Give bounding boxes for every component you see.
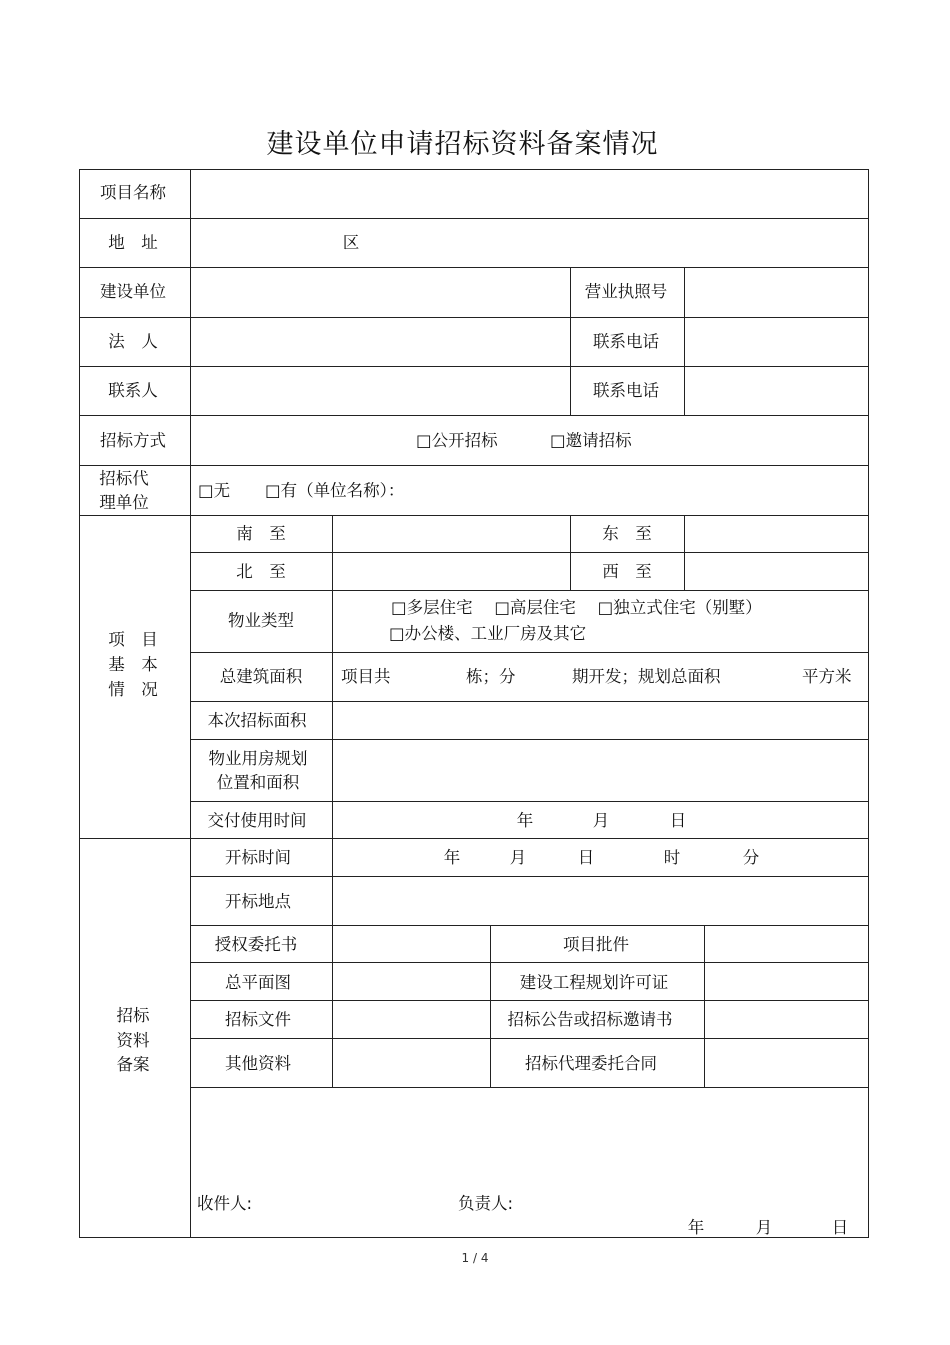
label-license-no: 营业执照号 xyxy=(584,282,668,301)
label-west: 西 至 xyxy=(602,562,652,581)
col-divider xyxy=(332,515,333,839)
label-bid-area: 本次招标面积 xyxy=(207,711,307,730)
checkbox-invited-bid[interactable]: □邀请招标 xyxy=(550,431,632,450)
row-divider xyxy=(79,267,869,268)
delivery-date: 年 xyxy=(516,811,534,830)
col-divider xyxy=(490,925,491,1088)
table-border xyxy=(868,169,869,1238)
filing-date: 月 xyxy=(755,1218,773,1237)
label-north: 北 至 xyxy=(236,562,286,581)
col-divider xyxy=(190,169,191,1238)
label-total-area: 总建筑面积 xyxy=(219,667,303,686)
label-phone: 联系电话 xyxy=(593,332,659,351)
label-bid-notice: 招标公告或招标邀请书 xyxy=(507,1010,673,1029)
row-divider xyxy=(190,590,869,591)
row-divider xyxy=(79,415,869,416)
label-bid-method: 招标方式 xyxy=(100,431,166,450)
label-property-mgmt: 位置和面积 xyxy=(216,773,300,792)
table-border xyxy=(79,1237,869,1238)
property-type-options[interactable]: □办公楼、工业厂房及其它 xyxy=(389,624,587,643)
checkbox-agency-yes[interactable]: □有（单位名称）： xyxy=(265,481,405,500)
label-person-in-charge: 负责人: xyxy=(458,1194,514,1213)
checkbox-agency-none[interactable]: □无 xyxy=(198,481,231,500)
section-filing: 资料 xyxy=(116,1031,150,1050)
row-divider xyxy=(79,366,869,367)
label-address: 地 址 xyxy=(108,233,158,252)
row-divider xyxy=(190,876,869,877)
label-site-plan: 总平面图 xyxy=(225,973,291,992)
label-project-name: 项目名称 xyxy=(100,183,166,202)
label-receiver: 收件人: xyxy=(197,1194,253,1213)
label-property-type: 物业类型 xyxy=(228,611,294,630)
col-divider xyxy=(570,267,571,416)
col-divider xyxy=(684,267,685,416)
section-basic-info: 情 况 xyxy=(108,680,158,699)
label-open-time: 开标时间 xyxy=(225,848,291,867)
label-builder: 建设单位 xyxy=(100,282,166,301)
label-agency: 理单位 xyxy=(99,493,149,512)
col-divider xyxy=(704,925,705,1088)
row-divider xyxy=(190,701,869,702)
col-divider xyxy=(570,515,571,591)
page-title: 建设单位申请招标资料备案情况 xyxy=(266,129,659,160)
open-time-field: 时 xyxy=(663,848,681,867)
label-phone: 联系电话 xyxy=(593,381,659,400)
open-time-field: 年 xyxy=(443,848,461,867)
row-divider xyxy=(190,962,869,963)
row-divider xyxy=(79,218,869,219)
row-divider xyxy=(190,1000,869,1001)
row-divider xyxy=(79,838,869,839)
label-property-mgmt: 物业用房规划 xyxy=(208,749,308,768)
label-agency-contract: 招标代理委托合同 xyxy=(525,1054,657,1073)
row-divider xyxy=(190,552,869,553)
delivery-date: 日 xyxy=(669,811,687,830)
filing-date: 年 xyxy=(687,1218,705,1237)
row-divider xyxy=(190,801,869,802)
label-bid-docs: 招标文件 xyxy=(225,1010,291,1029)
total-area-text: 期开发；规划总面积 xyxy=(572,667,721,686)
open-time-field: 月 xyxy=(509,848,527,867)
delivery-date: 月 xyxy=(592,811,610,830)
label-south: 南 至 xyxy=(236,524,286,543)
label-project-approval: 项目批件 xyxy=(563,935,629,954)
open-time-field: 分 xyxy=(742,848,760,867)
label-authorization: 授权委托书 xyxy=(214,935,298,954)
total-area-text: 项目共 xyxy=(341,667,391,686)
table-border xyxy=(79,169,80,1238)
label-open-place: 开标地点 xyxy=(225,892,291,911)
label-agency: 招标代 xyxy=(99,469,149,488)
table-border xyxy=(79,169,869,170)
row-divider xyxy=(79,465,869,466)
label-east: 东 至 xyxy=(602,524,652,543)
col-divider xyxy=(684,515,685,591)
row-divider xyxy=(79,515,869,516)
row-divider xyxy=(190,1038,869,1039)
address-district: 区 xyxy=(342,233,360,252)
property-type-options[interactable]: □多层住宅 □高层住宅 □独立式住宅（别墅） xyxy=(391,598,762,617)
col-divider xyxy=(332,838,333,1088)
label-planning-permit: 建设工程规划许可证 xyxy=(519,973,669,992)
row-divider xyxy=(190,739,869,740)
row-divider xyxy=(190,1087,869,1088)
section-filing: 备案 xyxy=(116,1055,150,1074)
section-filing: 招标 xyxy=(116,1006,150,1025)
section-basic-info: 项 目 xyxy=(108,630,158,649)
filing-date: 日 xyxy=(831,1218,849,1237)
label-contact: 联系人 xyxy=(108,381,158,400)
label-delivery: 交付使用时间 xyxy=(207,811,307,830)
total-area-text: 栋；分 xyxy=(466,667,516,686)
total-area-unit: 平方米 xyxy=(802,667,852,686)
row-divider xyxy=(79,317,869,318)
checkbox-open-bid[interactable]: □公开招标 xyxy=(416,431,498,450)
label-other-docs: 其他资料 xyxy=(225,1054,291,1073)
page-number: 1 / 4 xyxy=(461,1251,489,1265)
open-time-field: 日 xyxy=(577,848,595,867)
section-basic-info: 基 本 xyxy=(108,655,158,674)
row-divider xyxy=(190,652,869,653)
row-divider xyxy=(190,925,869,926)
label-legal-person: 法 人 xyxy=(108,332,158,351)
